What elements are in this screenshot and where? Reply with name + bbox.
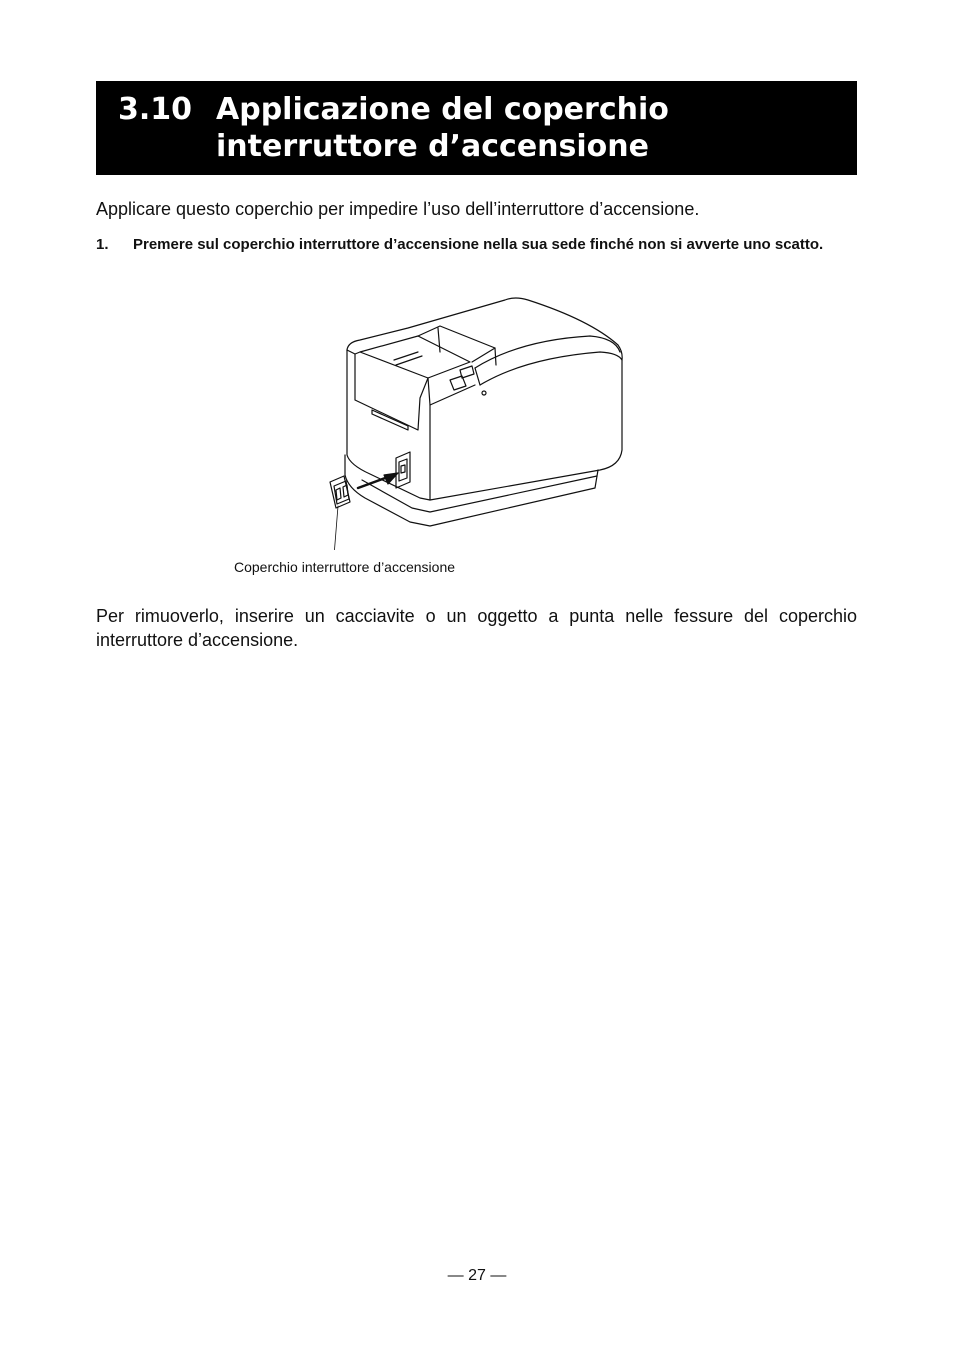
section-header xyxy=(96,81,857,175)
caption-leader xyxy=(334,506,338,550)
page-number: — 27 — xyxy=(447,1267,507,1284)
power-switch xyxy=(396,452,410,488)
printer-base xyxy=(345,455,598,526)
indicator-led xyxy=(482,391,486,395)
section-title: Applicazione del coperchio interruttore d’accensione xyxy=(216,92,669,164)
feed-button xyxy=(450,376,466,390)
printer-illustration xyxy=(300,290,640,550)
printer-diagram xyxy=(300,290,640,550)
intro-paragraph: Applicare questo coperchio per impedire l’uso dell’interruttore d’accensione. xyxy=(96,199,700,219)
step-number: 1. xyxy=(96,236,109,253)
figure-caption: Coperchio interruttore d’accensione xyxy=(234,559,456,575)
removal-paragraph: Per rimuoverlo, inserire un cacciavite o un oggetto a punta nelle fessure del coperchio interruttore d’accensione. xyxy=(96,606,857,650)
cutter-area xyxy=(418,326,495,362)
front-cover xyxy=(360,336,470,378)
printer-side xyxy=(430,360,622,500)
section-number: 3.10 xyxy=(118,92,193,127)
step-text: Premere sul coperchio interruttore d’accensione nella sua sede finché non si avverte uno scatto. xyxy=(133,236,824,253)
